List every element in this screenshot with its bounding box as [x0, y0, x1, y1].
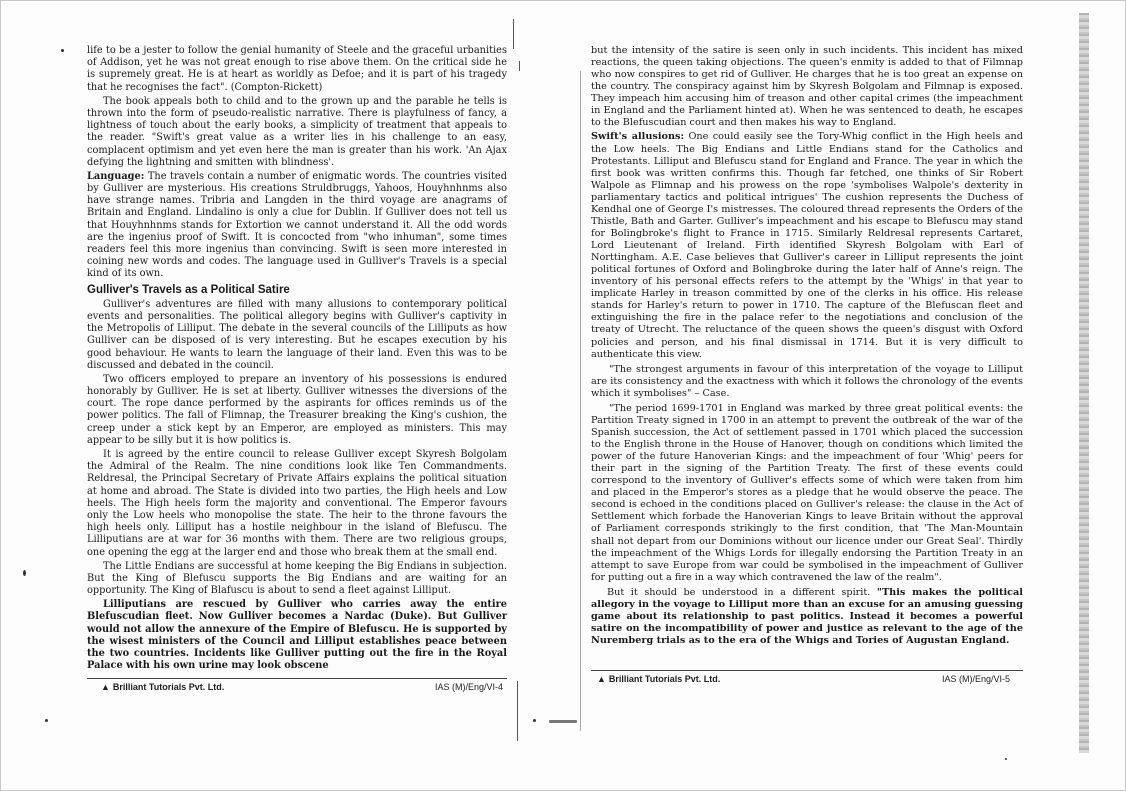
right-page [591, 45, 1023, 649]
left-paragraphs-top [87, 45, 507, 281]
paragraph: but the intensity of the satire is seen only in such incidents. This incident has mixed reactions, the queen taking objections. The queen's enmity is added to that of Filmnap who now conspires to get rid of Gulliver. He charges that he is too great an expense on the country. The conspiracy against him by Skyresh Bolgolam and Filmnap is exposed. They impeach him accusing him of treason and other capital crimes (the impeachment in England and the Parliament hinted at). When he was sentenced to death, he escapes to the Blefuscudian court and then makes his way to England. [591, 45, 1023, 129]
scan-speck [45, 719, 48, 722]
paragraph: Two officers employed to prepare an inventory of his possessions is endured honorably by Gulliver. He is set at liberty. Gulliver witnesses the diversions of the court. The rope dance performed by the aspirants for offices reminds us of the power politics. The fall of Flimnap, the Treasurer breaking the King's cushion, the creep under a stick kept by an Emperor, are employed as ministers. This may appear to be silly but it is how politics is. [87, 373, 507, 446]
paragraph [591, 131, 1023, 360]
right-paragraphs [591, 45, 1023, 647]
paragraph [87, 171, 507, 281]
left-paragraphs-bottom [87, 299, 507, 673]
left-footer [101, 682, 509, 692]
binding-edge-lower [517, 681, 518, 741]
paragraph-text: But it should be understood in a different spirit. [607, 586, 877, 598]
paragraph: Lilliputians are rescued by Gulliver who carries away the entire Blefuscudian fleet. Now Gulliver becomes a Nardac (Duke). But Gulliver would not allow the annexure of the Empire of Blefuscu. He is supported by the wisest ministers of the Council and Lilliput establishes peace between the two countries. Incidents like Gulliver putting out the fire in the Royal Palace with his own urine may look obscene [87, 599, 507, 672]
paragraph-lead: Swift's allusions: [591, 131, 685, 143]
scan-speck [61, 49, 64, 52]
paragraph-lead: Language: [87, 170, 145, 182]
right-footer-rule [591, 670, 1023, 671]
scan-speck [549, 720, 577, 723]
paragraph: Gulliver's adventures are filled with many allusions to contemporary political events and personalities. The political allegory begins with Gulliver's captivity in the Metropolis of Lilliput. The debate in the several councils of the Lilliputs as how Gulliver can be disposed of is very interesting. But he escapes execution by his good behaviour. He wants to learn the language of their land. Even this was to be discussed and debated in the council. [87, 298, 507, 371]
scan-speck [533, 719, 536, 722]
binding-edge-left [513, 19, 514, 49]
paragraph: "The period 1699-1701 in England was marked by three great political events: the Partition Treaty signed in 1700 in an attempt to prevent the outbreak of the war of the Spanish succession, the Act of settlement passed in 1701 which placed the succession to the English throne in the House of Hanover, though on conditions which limited the power of the future Hanoverian Kings: and the impeachment of four 'Whig' peers for their part in the signing of the Partition Treaty. The first of these events could correspond to the inventory of Gulliver's effects some of which were taken from him and placed in the Emperor's stores as a pledge that he would observe the peace. The second is echoed in the conditions placed on Gulliver's release: the clause in the Act of Settlement which forbade the Hanoverian Kings to leave Britain without the approval of Parliament corresponds strikingly to the first condition, that 'The Man-Mountain shall not depart from our Dominions without our licence under our Great Seal'. Thirdly the impeachment of the Whigs Lords for illegally endorsing the Partition Treaty in an attempt to save Europe from war could be symbolised in the impeachment of Gulliver for putting out a fire in a way which contravened the law of the realm". [591, 402, 1023, 583]
brand-logo-icon: ▲ [101, 682, 110, 692]
paragraph: life to be a jester to follow the genial humanity of Steele and the graceful urbanities of Addison, yet he was not great enough to rise above them. On the critical side he is supremely great. He is at heart as worldly as Defoe; and it is part of his tragedy that he recognises the fact". (Compton-Rickett) [87, 45, 507, 93]
paragraph-text: The travels contain a number of enigmatic words. The countries visited by Gulliver are mysterious. His creations Struldbruggs, Yahoos, Houyhnhnms also have strange names. Tribria and Langden in the third voyage are anagrams of Britain and England. Lindalino is only a clue for Dublin. If Gulliver does not tell us that Houyhnhnms stands for Extortion we cannot understand it. All the odd words are the ingenius proof of Swift. It is concocted from "who inhuman", some times readers feel this more ingenius than convincing. Swift is seen more interested in coining new words and codes. The language used in Gulliver's Travels is a special kind of its own. [87, 170, 507, 280]
footer-brand: Brilliant Tutorials Pvt. Ltd. [608, 674, 721, 684]
footer-page-code: IAS (M)/Eng/VI-4 [435, 682, 504, 692]
paragraph: "The strongest arguments in favour of this interpretation of the voyage to Lilliput are its consistency and the exactness with which it follows the chronology of the events which it symbolises" – Case. [591, 363, 1023, 399]
paragraph-text: One could easily see the Tory-Whig conflict in the High heels and the Low heels. The Big Endians and Little Endians stand for the Catholics and Protestants. Lilliput and Blefuscu stand for England and France. The year in which the first book was written confirms this. Though far fetched, one thinks of Sir Robert Walpole as Flimnap and his prowess on the rope 'symbolises Walpole's dexterity in parliamentary tactics and political intrigues' The cushion represents the Duchess of Kendhal one of George I's mistresses. The coloured thread represents the Orders of the Thistle, Bath and Garter. Gulliver's impeachment and his escape to Blefuscu may stand for Bolingbroke's flight to France in 1715. Similarly Reldresal represents Cartaret, Lord Lieutenant of Ireland. Firth identified Skyresh Bolgolam with Earl of Norttingham. A.E. Case believes that Gulliver's career in Lilliput represents the joint political fortunes of Oxford and Bolingbroke during the later half of Anne's reign. The inventory of his personal effects refers to the attempt by the 'Whigs' in that year to implicate Harley in treason committed by one of the clerks in his office. His release stands for Harley's return to power in 1710. The capture of the Blefuscan fleet and extinguishing the fire in the palace refer to the negotiations and conclusion of the treaty of Utrecht. The reluctance of the queen shows the queen's disgust with Oxford policies and person, and his final dismissal in 1714. But it is very difficult to authenticate this view. [591, 131, 1023, 360]
binding-edge-right [580, 71, 581, 731]
left-footer-rule [87, 678, 507, 679]
section-heading: Gulliver's Travels as a Political Satire [87, 283, 290, 296]
scan-edge-shadow [1079, 13, 1089, 753]
brand-logo-icon: ▲ [597, 674, 606, 684]
scan-speck [23, 570, 26, 576]
footer-page-code: IAS (M)/Eng/VI-5 [942, 674, 1011, 684]
paragraph [591, 587, 1023, 647]
paragraph: The Little Endians are successful at home keeping the Big Endians in subjection. But the King of Blefuscu supports the Big Endians and are waiting for an opportunity. The King of Blafuscu is about to send a fleet against Lilliput. [87, 560, 507, 597]
scan-speck [1005, 758, 1007, 760]
right-footer [597, 674, 1021, 684]
left-page [87, 45, 507, 674]
paragraph: The book appeals both to child and to the grown up and the parable he tells is thrown into the form of pseudo-realistic narrative. There is playfulness of fancy, a lightness of touch about the early books, a simplicity of treatment that appeals to the reader. "Swift's great value as a writer lies in his challenge to an easy, complacent optimism and yet even here the man is greater than his work. 'An Ajax defying the lightning and smitten with blindness'. [87, 95, 507, 168]
footer-brand: Brilliant Tutorials Pvt. Ltd. [112, 682, 225, 692]
paragraph-bold-text: "This makes the political allegory in the voyage to Lilliput more than an excuse for an amusing guessing game about its relationship to past politics. Instead it becomes a powerful satire on the incompatibility of power and justice as relevant to the age of the Nuremberg trials as to the era of the Whigs and Tories of Augustan England. [591, 586, 1023, 646]
paragraph: It is agreed by the entire council to release Gulliver except Skyresh Bolgolam the Admiral of the Realm. The nine conditions look like Ten Commandments. Reldresal, the Principal Secretary of Private Affairs explains the political situation at home and abroad. The State is divided into two parties, the High heels and Low heels. The High heels form the majority and conventional. The Emperor favours only the Low heels who monopolise the state. The heir to the throne favours the high heels only. Lilliput has a hostile neighbour in the island of Blefuscu. The Lilliputians are at war for 36 months with them. There are two religious groups, one opening the egg at the larger end and those who break them at the small end. [87, 449, 507, 558]
binding-edge-center [519, 61, 520, 71]
